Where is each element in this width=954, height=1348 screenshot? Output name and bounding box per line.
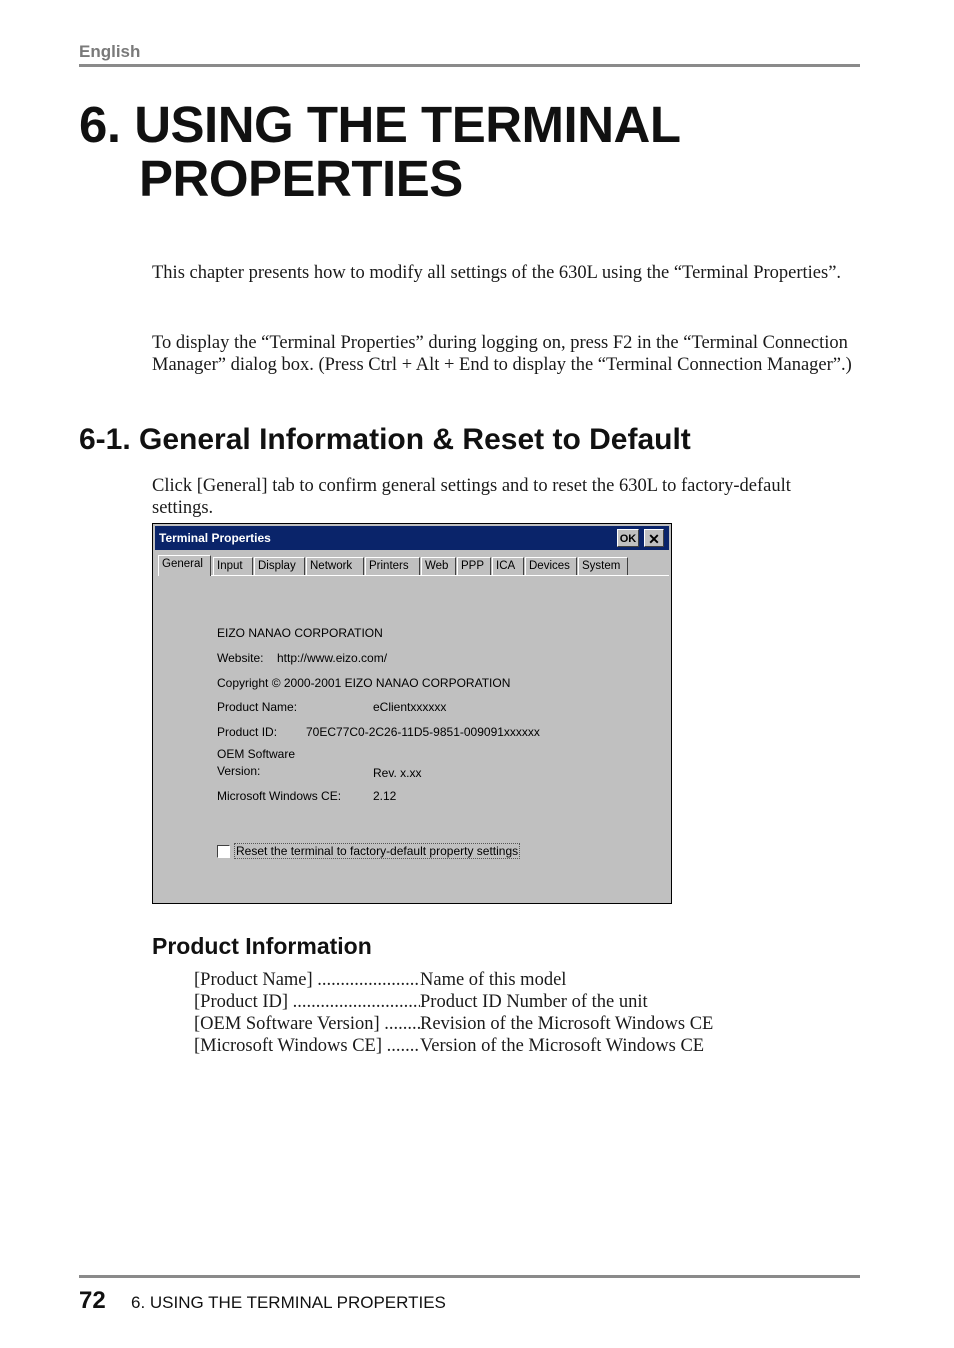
header-rule xyxy=(79,64,860,67)
section-text: Click [General] tab to confirm general settings and to reset the 630L to factory-default settings. xyxy=(152,476,791,518)
tab-web[interactable]: Web xyxy=(421,557,456,575)
close-icon: ✕ xyxy=(648,531,660,547)
definition-term: [OEM Software Version] ..... xyxy=(194,1013,420,1035)
page-number: 72 xyxy=(79,1287,106,1314)
product-name-label: Product Name: xyxy=(217,700,298,714)
intro-paragraph-1: This chapter presents how to modify all settings of the 630L using the “Terminal Properties”. xyxy=(152,263,842,283)
definition-desc: Product ID Number of the unit xyxy=(420,992,648,1012)
definition-term: [Microsoft Windows CE] ..... xyxy=(194,1035,420,1057)
ok-button[interactable]: OK xyxy=(617,529,639,547)
definition-desc: Name of this model xyxy=(420,970,567,990)
product-info-list xyxy=(194,969,713,1057)
wince-label: Microsoft Windows CE: xyxy=(217,789,342,803)
definition-row xyxy=(194,991,713,1013)
tab-display[interactable]: Display xyxy=(254,557,305,575)
definition-desc: Revision of the Microsoft Windows CE xyxy=(420,1014,714,1034)
terminal-properties-window xyxy=(152,523,672,904)
tab-system[interactable]: System xyxy=(578,557,628,575)
tab-printers[interactable]: Printers xyxy=(365,557,420,575)
product-name-value: eClientxxxxxx xyxy=(373,700,447,714)
oem-label-line1: OEM Software xyxy=(217,747,296,761)
window-titlebar xyxy=(155,526,669,550)
company-name: EIZO NANAO CORPORATION xyxy=(217,626,383,640)
website-label: Website: xyxy=(217,651,264,665)
reset-checkbox[interactable] xyxy=(217,845,230,858)
definition-desc: Version of the Microsoft Windows CE xyxy=(420,1036,705,1056)
chapter-title-line1: 6. USING THE TERMINAL xyxy=(79,96,681,153)
footer-rule xyxy=(79,1275,860,1278)
copyright-text: Copyright © 2000-2001 EIZO NANAO CORPORATION xyxy=(217,676,511,690)
tab-ppp[interactable]: PPP xyxy=(457,557,491,575)
product-id-value: 70EC77C0-2C26-11D5-9851-009091xxxxxx xyxy=(306,725,540,739)
definition-term: [Product ID] ..... xyxy=(194,991,420,1013)
chapter-title-line2: PROPERTIES xyxy=(139,150,463,207)
intro-paragraph-2: To display the “Terminal Properties” during logging on, press F2 in the “Terminal Connection Manager” dialog box. (Press Ctrl + Alt + End to display the “Terminal Connection Manager”.) xyxy=(152,333,852,375)
product-info-heading: Product Information xyxy=(152,933,372,959)
wince-value: 2.12 xyxy=(373,789,397,803)
footer-chapter-ref: 6. USING THE TERMINAL PROPERTIES xyxy=(131,1293,446,1312)
close-button[interactable] xyxy=(644,529,664,547)
section-heading: 6-1. General Information & Reset to Default xyxy=(79,423,691,456)
website-value: http://www.eizo.com/ xyxy=(277,651,388,665)
tab-general[interactable]: General xyxy=(158,555,211,576)
tab-ica[interactable]: ICA xyxy=(492,557,524,575)
product-id-label: Product ID: xyxy=(217,725,278,739)
tab-network[interactable]: Network xyxy=(306,557,364,575)
reset-checkbox-label[interactable]: Reset the terminal to factory-default property settings xyxy=(236,844,519,858)
definition-row xyxy=(194,1013,713,1035)
oem-value: Rev. x.xx xyxy=(373,766,422,780)
chapter-title xyxy=(79,98,681,206)
header-language: English xyxy=(79,42,141,61)
tab-input[interactable]: Input xyxy=(213,557,253,575)
definition-term: [Product Name] ..... xyxy=(194,969,420,991)
window-title: Terminal Properties xyxy=(159,531,271,545)
tab-divider xyxy=(158,575,669,576)
oem-label-line2: Version: xyxy=(217,764,261,778)
definition-row xyxy=(194,1035,713,1057)
tab-devices[interactable]: Devices xyxy=(525,557,577,575)
definition-row xyxy=(194,969,713,991)
